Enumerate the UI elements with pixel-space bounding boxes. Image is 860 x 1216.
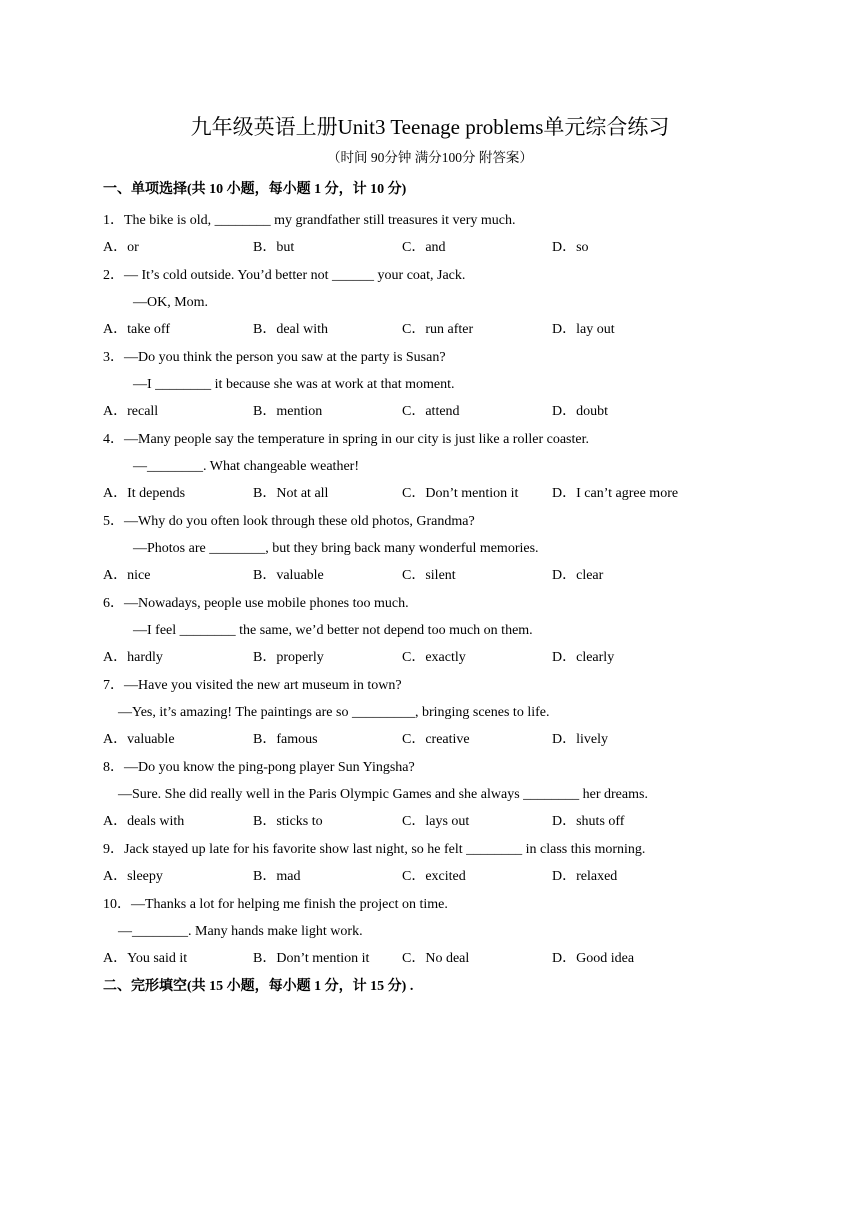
answer-options <box>0 863 860 891</box>
question-item <box>0 207 860 262</box>
question-dialogue-line: —Photos are ________, but they bring back many wonderful memories. <box>133 541 539 556</box>
answer-options <box>0 726 860 754</box>
option-d[interactable]: D．doubt <box>552 404 608 419</box>
option-a[interactable]: A．nice <box>103 568 151 583</box>
option-a[interactable]: A．You said it <box>103 951 188 966</box>
question-dialogue-line: —________. What changeable weather! <box>133 459 359 474</box>
option-c[interactable]: C．lays out <box>402 814 470 829</box>
option-b[interactable]: B．mad <box>253 869 301 884</box>
question-item <box>0 508 860 590</box>
document-title: 九年级英语上册Unit3 Teenage problems单元综合练习 <box>190 115 670 139</box>
question-stem: 6．—Nowadays, people use mobile phones too much. <box>103 596 409 611</box>
question-item <box>0 344 860 426</box>
option-b[interactable]: B．but <box>253 240 295 255</box>
question-stem: 10．—Thanks a lot for helping me finish the project on time. <box>103 897 448 912</box>
option-b[interactable]: B．famous <box>253 732 318 747</box>
question-stem: 3．—Do you think the person you saw at the party is Susan? <box>103 350 446 365</box>
option-a[interactable]: A．It depends <box>103 486 186 501</box>
option-c[interactable]: C．attend <box>402 404 460 419</box>
option-a[interactable]: A．sleepy <box>103 869 163 884</box>
option-d[interactable]: D．Good idea <box>552 951 635 966</box>
option-a[interactable]: A．hardly <box>103 650 163 665</box>
option-d[interactable]: D．clear <box>552 568 604 583</box>
option-b[interactable]: B．deal with <box>253 322 329 337</box>
option-b[interactable]: B．properly <box>253 650 324 665</box>
option-c[interactable]: C．Don’t mention it <box>402 486 519 501</box>
option-d[interactable]: D．lively <box>552 732 608 747</box>
question-dialogue-line: —________. Many hands make light work. <box>118 924 363 939</box>
answer-options <box>0 808 860 836</box>
option-c[interactable]: C．and <box>402 240 446 255</box>
answer-options <box>0 480 860 508</box>
answer-options <box>0 316 860 344</box>
question-dialogue-line: —Yes, it’s amazing! The paintings are so _________, bringing scenes to life. <box>118 705 550 720</box>
option-b[interactable]: B．Not at all <box>253 486 329 501</box>
answer-options <box>0 644 860 672</box>
option-c[interactable]: C．exactly <box>402 650 466 665</box>
question-dialogue-line: —I ________ it because she was at work at that moment. <box>133 377 455 392</box>
option-b[interactable]: B．sticks to <box>253 814 323 829</box>
document-subtitle: （时间 90分钟 满分100分 附答案） <box>327 150 533 165</box>
option-d[interactable]: D．relaxed <box>552 869 618 884</box>
question-item <box>0 426 860 508</box>
option-b[interactable]: B．mention <box>253 404 323 419</box>
section-2-heading: 二、完形填空(共 15 小题，每小题 1 分，计 15 分) . <box>103 979 414 994</box>
question-stem: 2．— It’s cold outside. You’d better not ______ your coat, Jack. <box>103 268 466 283</box>
option-d[interactable]: D．I can’t agree more <box>552 486 679 501</box>
question-stem: 9．Jack stayed up late for his favorite show last night, so he felt ________ in class this morning. <box>103 842 646 857</box>
option-d[interactable]: D．clearly <box>552 650 615 665</box>
question-stem: 7．—Have you visited the new art museum in town? <box>103 678 402 693</box>
option-a[interactable]: A．deals with <box>103 814 185 829</box>
option-a[interactable]: A．or <box>103 240 139 255</box>
question-item <box>0 672 860 754</box>
option-c[interactable]: C．No deal <box>402 951 470 966</box>
option-c[interactable]: C．silent <box>402 568 456 583</box>
question-stem: 1．The bike is old, ________ my grandfather still treasures it very much. <box>103 213 516 228</box>
question-dialogue-line: —I feel ________ the same, we’d better not depend too much on them. <box>133 623 533 638</box>
question-item <box>0 891 860 973</box>
option-a[interactable]: A．recall <box>103 404 159 419</box>
answer-options <box>0 945 860 973</box>
answer-options <box>0 562 860 590</box>
question-item <box>0 590 860 672</box>
question-dialogue-line: —Sure. She did really well in the Paris Olympic Games and she always ________ her dreams. <box>118 787 648 802</box>
question-stem: 8．—Do you know the ping-pong player Sun Yingsha? <box>103 760 415 775</box>
option-b[interactable]: B．valuable <box>253 568 324 583</box>
question-stem: 5．—Why do you often look through these old photos, Grandma? <box>103 514 475 529</box>
question-item <box>0 754 860 836</box>
option-c[interactable]: C．excited <box>402 869 466 884</box>
option-d[interactable]: D．shuts off <box>552 814 625 829</box>
section-1-heading: 一、单项选择(共 10 小题，每小题 1 分，计 10 分) <box>103 182 407 197</box>
option-a[interactable]: A．take off <box>103 322 170 337</box>
option-a[interactable]: A．valuable <box>103 732 175 747</box>
answer-options <box>0 398 860 426</box>
question-item <box>0 836 860 891</box>
option-c[interactable]: C．creative <box>402 732 470 747</box>
question-list <box>0 207 860 973</box>
option-c[interactable]: C．run after <box>402 322 474 337</box>
question-dialogue-line: —OK, Mom. <box>133 295 209 310</box>
option-d[interactable]: D．lay out <box>552 322 615 337</box>
option-b[interactable]: B．Don’t mention it <box>253 951 370 966</box>
question-stem: 4．—Many people say the temperature in spring in our city is just like a roller coaster. <box>103 432 589 447</box>
question-item <box>0 262 860 344</box>
option-d[interactable]: D．so <box>552 240 589 255</box>
answer-options <box>0 234 860 262</box>
